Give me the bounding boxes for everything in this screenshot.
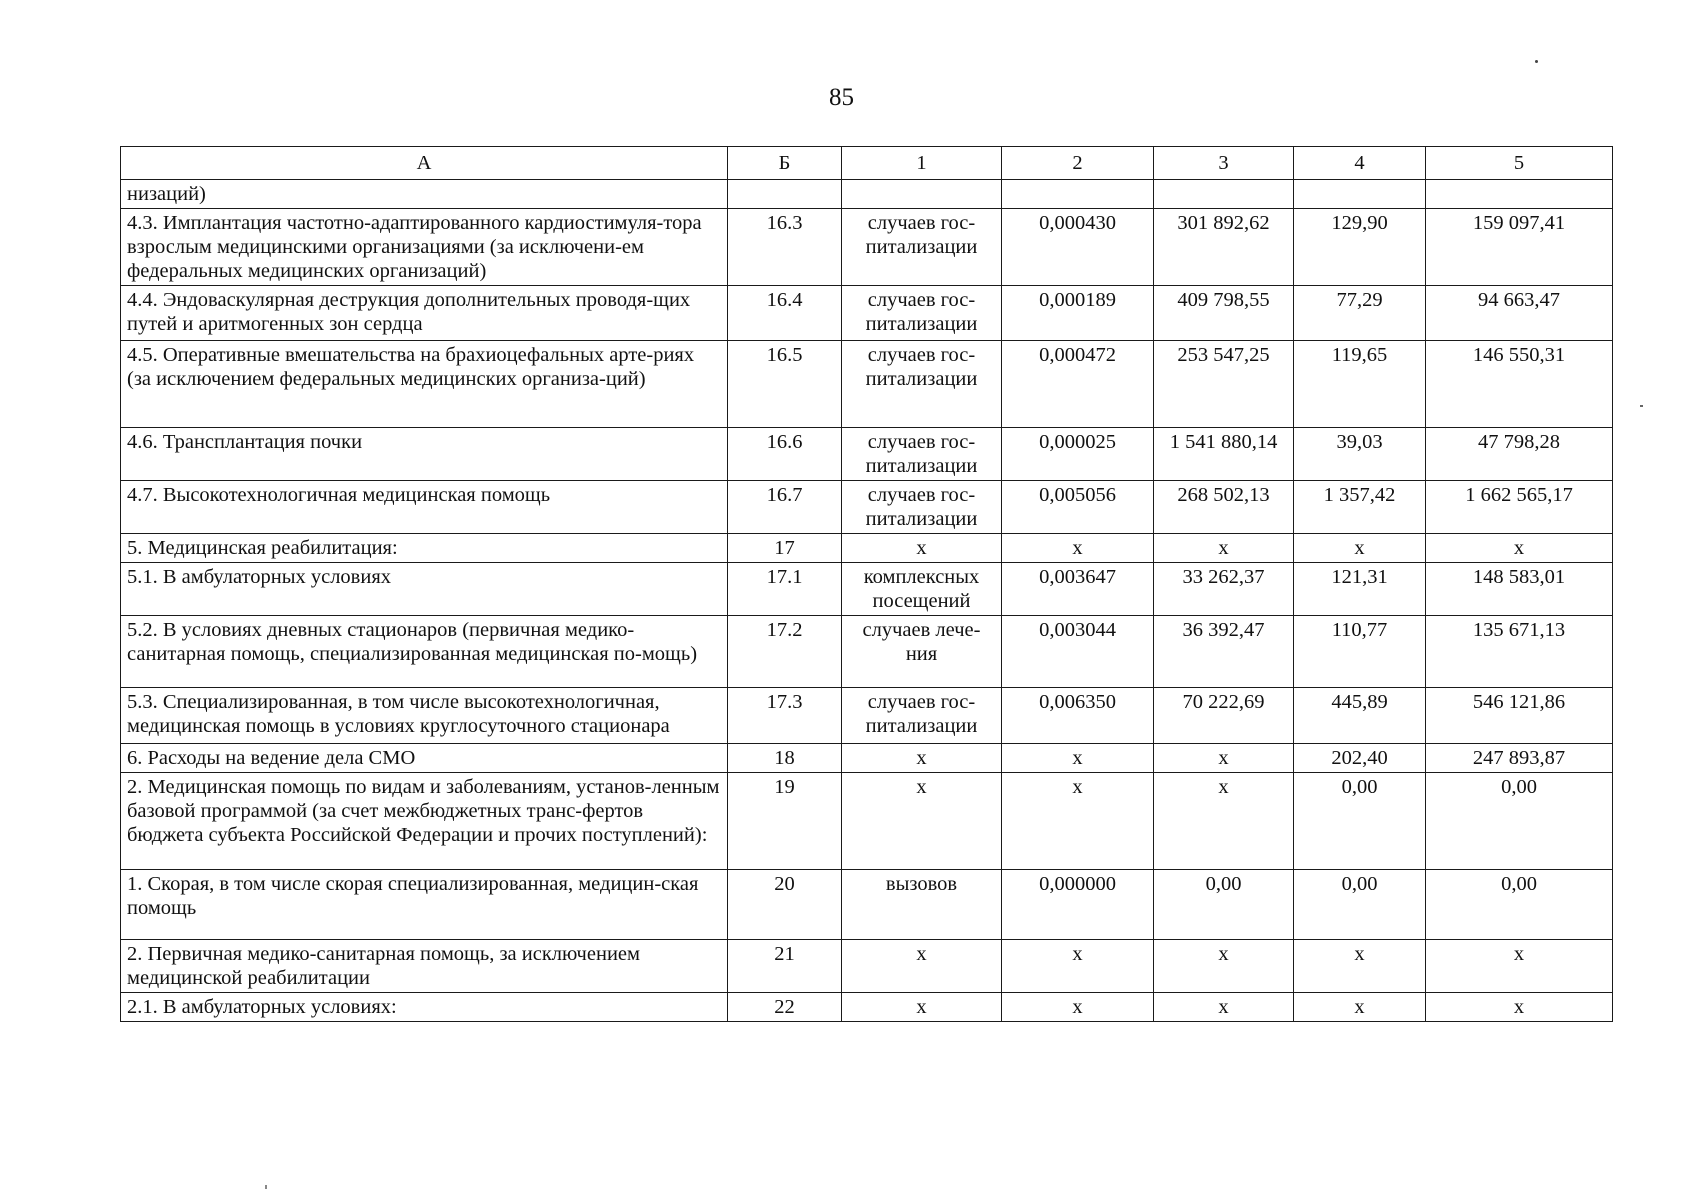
table-row xyxy=(121,534,1613,563)
row-unit-cell: вызовов xyxy=(842,870,1002,940)
row-name-cell: 4.7. Высокотехнологичная медицинская помощь xyxy=(121,481,728,534)
row-name-cell: 5. Медицинская реабилитация: xyxy=(121,534,728,563)
row-name-cell: низаций) xyxy=(121,180,728,209)
row-col4-cell: 39,03 xyxy=(1294,428,1426,481)
row-col4-cell: х xyxy=(1294,940,1426,993)
row-col2-cell: 0,005056 xyxy=(1002,481,1154,534)
row-unit-cell: случаев гос-питализации xyxy=(842,286,1002,341)
header-cell: Б xyxy=(728,147,842,180)
row-col5-cell: х xyxy=(1426,940,1613,993)
row-col2-cell: х xyxy=(1002,744,1154,773)
row-col3-cell: х xyxy=(1154,940,1294,993)
row-unit-cell: случаев гос-питализации xyxy=(842,688,1002,744)
row-name-cell: 2. Первичная медико-санитарная помощь, за исключением медицинской реабилитации xyxy=(121,940,728,993)
row-col4-cell: 129,90 xyxy=(1294,209,1426,286)
row-col5-cell: 148 583,01 xyxy=(1426,563,1613,616)
row-col4-cell: х xyxy=(1294,993,1426,1022)
row-name-cell: 5.1. В амбулаторных условиях xyxy=(121,563,728,616)
table-row xyxy=(121,563,1613,616)
row-code-cell: 16.7 xyxy=(728,481,842,534)
row-col4-cell: 1 357,42 xyxy=(1294,481,1426,534)
row-col5-cell: х xyxy=(1426,534,1613,563)
row-name-cell: 2.1. В амбулаторных условиях: xyxy=(121,993,728,1022)
row-col2-cell: 0,003044 xyxy=(1002,616,1154,688)
header-cell: 4 xyxy=(1294,147,1426,180)
row-col2-cell: х xyxy=(1002,940,1154,993)
table-row xyxy=(121,209,1613,286)
table-row xyxy=(121,428,1613,481)
row-col2-cell: 0,000189 xyxy=(1002,286,1154,341)
row-col2-cell: х xyxy=(1002,993,1154,1022)
row-col3-cell: х xyxy=(1154,744,1294,773)
row-col5-cell: 1 662 565,17 xyxy=(1426,481,1613,534)
row-code-cell: 16.3 xyxy=(728,209,842,286)
row-col2-cell: 0,000000 xyxy=(1002,870,1154,940)
row-unit-cell: случаев гос-питализации xyxy=(842,481,1002,534)
row-unit-cell: случаев лече-ния xyxy=(842,616,1002,688)
row-col4-cell: х xyxy=(1294,534,1426,563)
row-col2-cell: х xyxy=(1002,534,1154,563)
row-col5-cell: 0,00 xyxy=(1426,773,1613,870)
header-cell: 3 xyxy=(1154,147,1294,180)
header-cell: 1 xyxy=(842,147,1002,180)
table-row xyxy=(121,616,1613,688)
row-col5-cell: 546 121,86 xyxy=(1426,688,1613,744)
row-code-cell: 17 xyxy=(728,534,842,563)
row-name-cell: 6. Расходы на ведение дела СМО xyxy=(121,744,728,773)
row-col3-cell: х xyxy=(1154,534,1294,563)
row-code-cell: 17.1 xyxy=(728,563,842,616)
row-unit-cell: случаев гос-питализации xyxy=(842,341,1002,428)
row-col3-cell: 70 222,69 xyxy=(1154,688,1294,744)
row-name-cell: 5.2. В условиях дневных стационаров (первичная медико-санитарная помощь, специализированная медицинская по-мощь) xyxy=(121,616,728,688)
row-col3-cell: 301 892,62 xyxy=(1154,209,1294,286)
row-col2-cell: 0,000472 xyxy=(1002,341,1154,428)
row-code-cell: 16.6 xyxy=(728,428,842,481)
row-unit-cell: х xyxy=(842,534,1002,563)
row-unit-cell: случаев гос-питализации xyxy=(842,209,1002,286)
row-col5-cell: 0,00 xyxy=(1426,870,1613,940)
row-unit-cell: х xyxy=(842,940,1002,993)
table-row xyxy=(121,286,1613,341)
row-unit-cell: случаев гос-питализации xyxy=(842,428,1002,481)
row-col3-cell: 36 392,47 xyxy=(1154,616,1294,688)
row-col3-cell: х xyxy=(1154,773,1294,870)
row-code-cell xyxy=(728,180,842,209)
row-col3-cell: 0,00 xyxy=(1154,870,1294,940)
row-unit-cell: комплексных посещений xyxy=(842,563,1002,616)
page-number: 85 xyxy=(829,84,854,111)
row-name-cell: 1. Скорая, в том числе скорая специализированная, медицин-ская помощь xyxy=(121,870,728,940)
row-name-cell: 4.4. Эндоваскулярная деструкция дополнительных проводя-щих путей и аритмогенных зон сердца xyxy=(121,286,728,341)
table-row xyxy=(121,688,1613,744)
row-code-cell: 22 xyxy=(728,993,842,1022)
row-code-cell: 17.3 xyxy=(728,688,842,744)
row-col4-cell: 445,89 xyxy=(1294,688,1426,744)
row-col5-cell: 159 097,41 xyxy=(1426,209,1613,286)
row-col2-cell: 0,006350 xyxy=(1002,688,1154,744)
row-col5-cell: 247 893,87 xyxy=(1426,744,1613,773)
row-unit-cell: х xyxy=(842,744,1002,773)
row-col3-cell: 33 262,37 xyxy=(1154,563,1294,616)
row-col2-cell xyxy=(1002,180,1154,209)
row-col3-cell: х xyxy=(1154,993,1294,1022)
row-col3-cell: 253 547,25 xyxy=(1154,341,1294,428)
row-col5-cell: 135 671,13 xyxy=(1426,616,1613,688)
row-code-cell: 16.4 xyxy=(728,286,842,341)
scan-speck xyxy=(265,1185,267,1189)
row-unit-cell xyxy=(842,180,1002,209)
row-col4-cell: 0,00 xyxy=(1294,773,1426,870)
row-code-cell: 20 xyxy=(728,870,842,940)
row-col5-cell: 47 798,28 xyxy=(1426,428,1613,481)
row-unit-cell: х xyxy=(842,773,1002,870)
table-row xyxy=(121,481,1613,534)
row-col4-cell: 119,65 xyxy=(1294,341,1426,428)
row-name-cell: 4.5. Оперативные вмешательства на брахиоцефальных арте-риях (за исключением федеральных медицинских организа-ций) xyxy=(121,341,728,428)
row-col5-cell: х xyxy=(1426,993,1613,1022)
row-code-cell: 18 xyxy=(728,744,842,773)
row-col5-cell: 146 550,31 xyxy=(1426,341,1613,428)
row-code-cell: 19 xyxy=(728,773,842,870)
row-col2-cell: х xyxy=(1002,773,1154,870)
row-col5-cell xyxy=(1426,180,1613,209)
row-col4-cell: 110,77 xyxy=(1294,616,1426,688)
row-name-cell: 5.3. Специализированная, в том числе высокотехнологичная, медицинская помощь в условиях круглосуточного стационара xyxy=(121,688,728,744)
header-cell: А xyxy=(121,147,728,180)
scan-speck xyxy=(1640,405,1643,407)
header-cell: 2 xyxy=(1002,147,1154,180)
row-col3-cell: 268 502,13 xyxy=(1154,481,1294,534)
table-row xyxy=(121,940,1613,993)
row-name-cell: 4.6. Трансплантация почки xyxy=(121,428,728,481)
row-unit-cell: х xyxy=(842,993,1002,1022)
scan-speck xyxy=(1535,60,1538,63)
table-row xyxy=(121,773,1613,870)
row-col3-cell: 1 541 880,14 xyxy=(1154,428,1294,481)
row-col2-cell: 0,003647 xyxy=(1002,563,1154,616)
row-code-cell: 17.2 xyxy=(728,616,842,688)
row-name-cell: 2. Медицинская помощь по видам и заболеваниям, установ-ленным базовой программой (за счет межбюджетных транс-фертов бюджета субъекта Российской Федерации и прочих поступлений): xyxy=(121,773,728,870)
table-row xyxy=(121,993,1613,1022)
table-row xyxy=(121,870,1613,940)
row-code-cell: 21 xyxy=(728,940,842,993)
row-col3-cell: 409 798,55 xyxy=(1154,286,1294,341)
row-code-cell: 16.5 xyxy=(728,341,842,428)
table-row xyxy=(121,180,1613,209)
row-col4-cell: 202,40 xyxy=(1294,744,1426,773)
table-row xyxy=(121,744,1613,773)
row-col2-cell: 0,000025 xyxy=(1002,428,1154,481)
row-col4-cell: 121,31 xyxy=(1294,563,1426,616)
row-name-cell: 4.3. Имплантация частотно-адаптированного кардиостимуля-тора взрослым медицинскими организациями (за исключени-ем федеральных медицинских организаций) xyxy=(121,209,728,286)
row-col4-cell xyxy=(1294,180,1426,209)
row-col4-cell: 0,00 xyxy=(1294,870,1426,940)
table-row xyxy=(121,341,1613,428)
row-col2-cell: 0,000430 xyxy=(1002,209,1154,286)
row-col4-cell: 77,29 xyxy=(1294,286,1426,341)
header-row xyxy=(121,147,1613,180)
row-col5-cell: 94 663,47 xyxy=(1426,286,1613,341)
data-table xyxy=(120,146,1613,1022)
row-col3-cell xyxy=(1154,180,1294,209)
header-cell: 5 xyxy=(1426,147,1613,180)
